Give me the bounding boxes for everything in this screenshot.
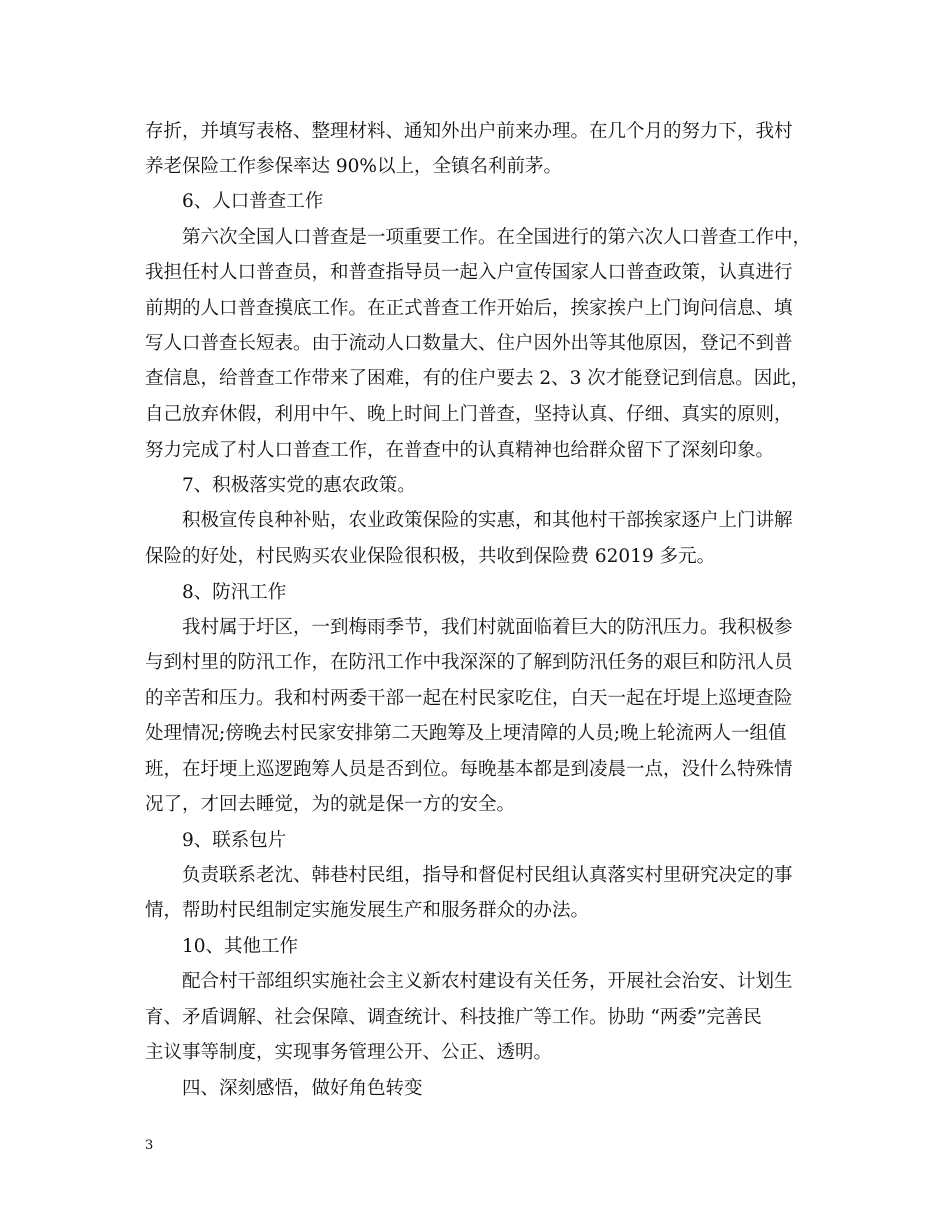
section-heading: 8、防汛工作 [182,582,287,603]
text-line: 努力完成了村人口普查工作，在普查中的认真精神也给群众留下了深刻印象。 [145,440,775,461]
text-line: 保险的好处，村民购买农业保险很积极，共收到保险费 62019 多元。 [145,546,716,567]
text-line: 班，在圩埂上巡逻跑筹人员是否到位。每晚基本都是到凌晨一点，没什么特殊情 [145,759,793,780]
page-number: 3 [145,1138,154,1153]
text-line: 配合村干部组织实施社会主义新农村建设有关任务，开展社会治安、计划生 [182,971,793,992]
text-line: 存折，并填写表格、整理材料、通知外出户前来办理。在几个月的努力下，我村 [145,121,793,142]
section-heading: 9、联系包片 [182,830,287,851]
text-line: 我担任村人口普查员，和普查指导员一起入户宣传国家人口普查政策，认真进行 [145,262,793,283]
text-line: 养老保险工作参保率达 90%以上，全镇名利前茅。 [145,156,563,177]
text-line: 负责联系老沈、韩巷村民组，指导和督促村民组认真落实村里研究决定的事 [182,865,793,886]
text-line: 育、矛盾调解、社会保障、调查统计、科技推广等工作。协助 “两委”完善民 [145,1007,762,1028]
text-line: 积极宣传良种补贴，农业政策保险的实惠，和其他村干部挨家逐户上门讲解 [182,510,793,531]
text-line: 况了，才回去睡觉，为的就是保一方的安全。 [145,794,516,815]
text-line: 前期的人口普查摸底工作。在正式普查工作开始后，挨家挨户上门询问信息、填 [145,298,793,319]
text-line: 的辛苦和压力。我和村两委干部一起在村民家吃住，白天一起在圩堤上巡埂查险 [145,688,793,709]
section-heading: 6、人口普查工作 [182,191,324,212]
section-heading: 10、其他工作 [182,936,299,957]
text-line: 我村属于圩区，一到梅雨季节，我们村就面临着巨大的防汛压力。我积极参 [182,617,793,638]
section-heading: 四、深刻感悟，做好角色转变 [182,1078,423,1099]
text-line: 自己放弃休假，利用中午、晚上时间上门普查，坚持认真、仔细、真实的原则， [145,404,793,425]
text-line: 第六次全国人口普查是一项重要工作。在全国进行的第六次人口普查工作中， [182,227,812,248]
text-line: 处理情况;傍晚去村民家安排第二天跑筹及上埂清障的人员;晚上轮流两人一组值 [145,723,787,744]
text-line: 主议事等制度，实现事务管理公开、公正、透明。 [145,1042,553,1063]
text-line: 写人口普查长短表。由于流动人口数量大、住户因外出等其他原因，登记不到普 [145,333,793,354]
text-line: 情，帮助村民组制定实施发展生产和服务群众的办法。 [145,900,590,921]
text-line: 与到村里的防汛工作，在防汛工作中我深深的了解到防汛任务的艰巨和防汛人员 [145,652,793,673]
section-heading: 7、积极落实党的惠农政策。 [182,475,416,496]
text-line: 查信息，给普查工作带来了困难，有的住户要去 2、3 次才能登记到信息。因此， [145,368,810,389]
